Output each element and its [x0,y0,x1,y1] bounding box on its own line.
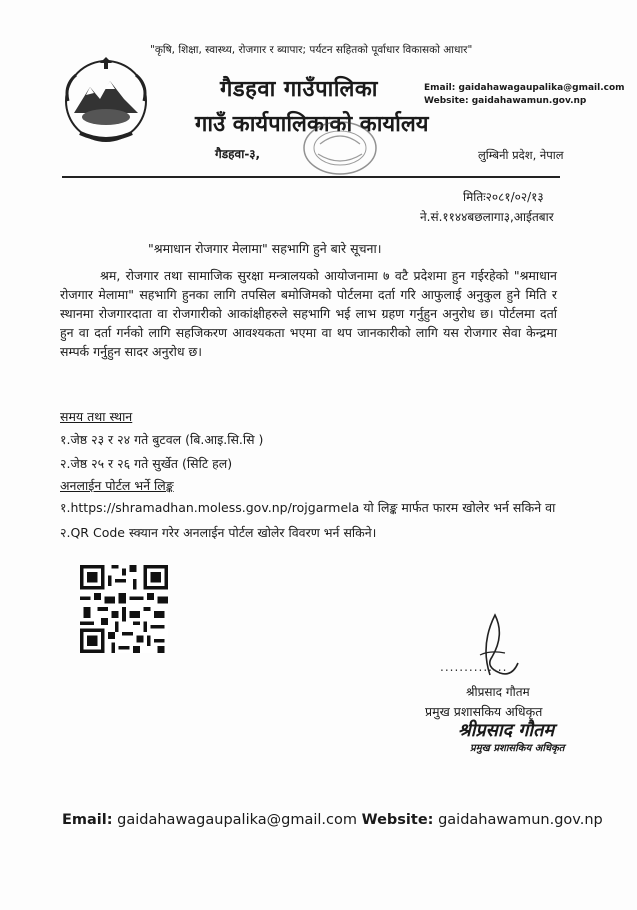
header-website: Website: gaidahawamun.gov.np [424,96,587,106]
letter-reference-number: ने.सं.११४४बछलागा३,आईतबार [420,210,554,224]
letterhead-motto: "कृषि, शिक्षा, स्वास्थ्य, रोजगार र ब्यापार; पर्यटन सहितको पूर्वाधार विकासको आधार" [150,44,473,56]
header-email: Email: gaidahawagaupalika@gmail.com [424,83,625,93]
event-line: १.जेष्ठ २३ र २४ गते बुटवल (बि.आइ.सि.सि ) [60,432,264,447]
office-seal-stamp [300,118,380,178]
signatory-name: श्रीप्रसाद गौतम [466,685,530,699]
footer-website[interactable]: gaidahawamun.gov.np [438,812,603,828]
header-divider [62,176,560,178]
qr-instruction-line: २.QR Code स्क्यान गरेर अनलाईन पोर्टल खोलेर विवरण भर्न सकिने। [60,525,377,540]
signature-line: .............. [440,660,508,674]
qr-code[interactable] [80,565,168,653]
footer-contact [62,812,603,828]
signatory-title: प्रमुख प्रशासकिय अधिकृत [425,704,543,719]
footer-website-label: Website: [361,812,434,828]
letter-body [60,266,557,361]
portal-link-line[interactable]: १.https://shramadhan.moless.gov.np/rojgarmela यो लिङ्क मार्फत फारम खोलेर भर्न सकिने वा [60,500,556,515]
nepal-emblem-logo [60,55,152,147]
letter-subject: "श्रमाधान रोजगार मेलामा" सहभागि हुने बारे सूचना। [148,241,382,256]
event-line: २.जेष्ठ २५ र २६ गते सुर्खेत (सिटि हल) [60,456,233,471]
section-heading-online-portal: अनलाईन पोर्टल भर्ने लिङ्क [60,478,174,493]
footer-email-label: Email: [62,812,113,828]
letter-date: मितिः२०८१/०२/१३ [463,190,544,204]
header-address-ward: गैडहवा-३, [215,147,261,161]
municipality-name: गैडहवा गाउँपालिका [220,77,378,102]
signatory-stamp-name: श्रीप्रसाद गौतम [458,720,555,741]
header-address-province: लुम्बिनी प्रदेश, नेपाल [478,148,564,162]
letter-body-text: श्रम, रोजगार तथा सामाजिक सुरक्षा मन्त्रालयको आयोजनामा ७ वटै प्रदेशमा हुन गईरहेको "श्रमाधान रोजगार मेलामा" सहभागि हुनका लागि तपसिल बमोजिमको पोर्टलमा दर्ता गरि आफुलाई अनुकुल हुने मिति र स्थानमा रोजगारदाता वा रोजगारीको आकांक्षीहरुले सहभागि भई लाभ ग्रहण गर्नुहुन अनुरोध छ। पोर्टलमा दर्ता हुन वा दर्ता गर्नको लागि सहजिकरण आवश्यकता भएमा वा थप जानकारीको लागि यस रोजगार सेवा केन्द्रमा सम्पर्क गर्नुहुन सादर अनुरोध छ। [60,268,557,359]
office-name: गाउँ कार्यपालिकाको कार्यालय [195,112,429,137]
section-heading-time-place: समय तथा स्थान [60,409,133,424]
footer-email[interactable]: gaidahawagaupalika@gmail.com [117,812,357,828]
signatory-stamp-title: प्रमुख प्रशासकिय अधिकृत [470,743,565,754]
